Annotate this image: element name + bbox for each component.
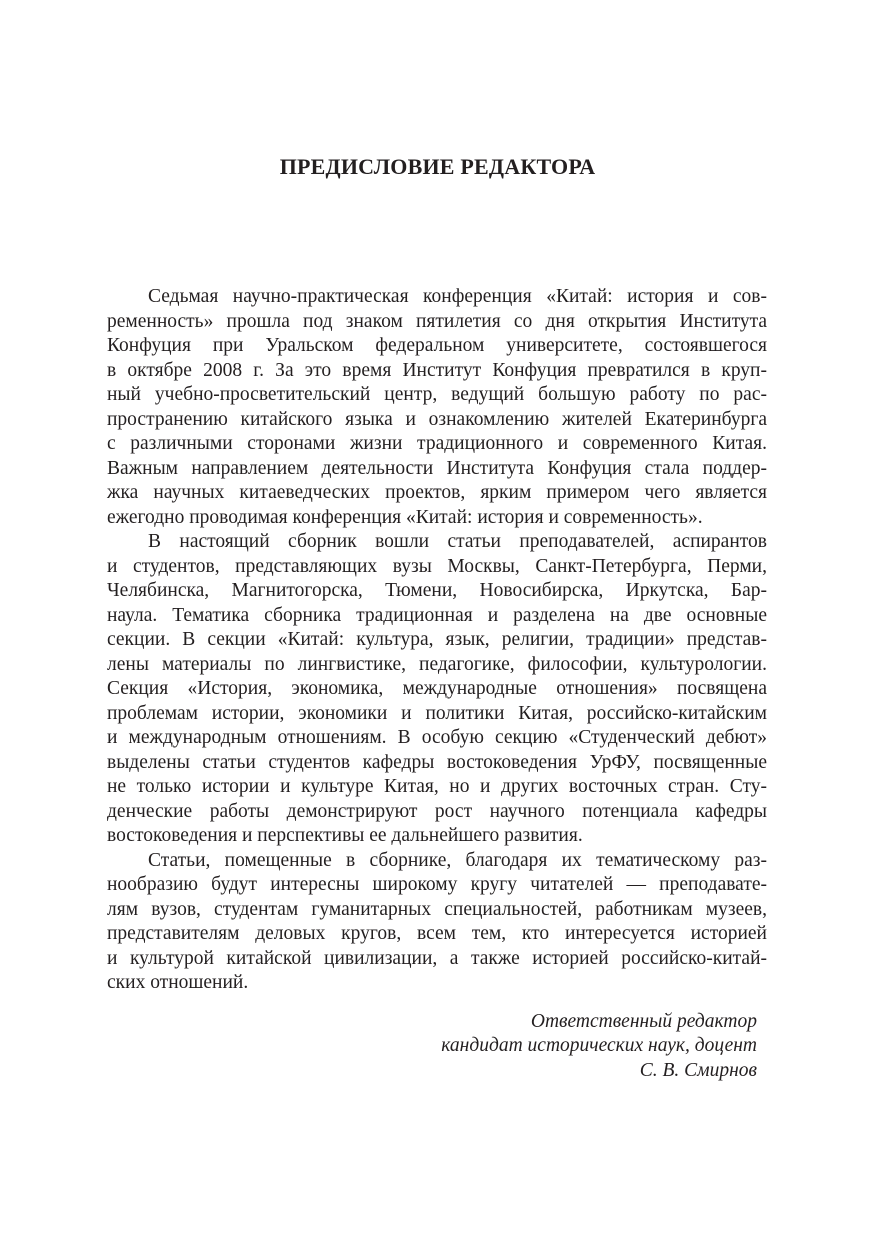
text-line: проблемам истории, экономики и политики Китая, российско-китайским: [107, 702, 767, 724]
text-line: Секция «История, экономика, международные отношения» посвящена: [107, 678, 767, 699]
page-title: ПРЕДИСЛОВИЕ РЕДАКТОРА: [279, 154, 596, 179]
text-line: выделены статьи студентов кафедры востоковедения УрФУ, посвященные: [107, 751, 767, 773]
text-line: представителям деловых кругов, всем тем, кто интересуется историей: [107, 923, 767, 944]
text-line: востоковедения и перспективы ее дальнейшего развития.: [107, 825, 583, 846]
text-line: Седьмая научно-практическая конференция «Китай: история и сов-: [148, 286, 767, 307]
text-line: пространению китайского языка и ознакомлению жителей Екатеринбурга: [107, 408, 767, 430]
text-line: нообразию будут интересны широкому кругу читателей — преподавате-: [107, 874, 767, 895]
text-line: Конфуция при Уральском федеральном университете, состоявшегося: [107, 335, 767, 356]
signature-block: [441, 1010, 757, 1083]
text-line: наула. Тематика сборника традиционная и разделена на две основные: [107, 604, 767, 626]
paragraph: [107, 849, 767, 996]
text-line: секции. В секции «Китай: культура, язык, религии, традиции» представ-: [107, 629, 767, 650]
text-line: в октябре 2008 г. За это время Институт Конфуция превратился в круп-: [107, 359, 767, 381]
text-line: и студентов, представляющих вузы Москвы, Санкт-Петербурга, Перми,: [107, 555, 767, 577]
signature-degree: кандидат исторических наук, доцент: [441, 1035, 757, 1057]
paragraph: [107, 530, 767, 849]
text-line: Статьи, помещенные в сборнике, благодаря их тематическому раз-: [148, 849, 767, 871]
text-line: и международным отношениям. В особую секцию «Студенческий дебют»: [107, 727, 767, 748]
text-line: ежегодно проводимая конференция «Китай: история и современность».: [107, 506, 703, 528]
text-line: с различными сторонами жизни традиционного и современного Китая.: [107, 433, 767, 454]
text-line: жка научных китаеведческих проектов, ярким примером чего является: [107, 482, 767, 503]
text-line: Челябинска, Магнитогорска, Тюмени, Новосибирска, Иркутска, Бар-: [107, 580, 767, 601]
text-line: денческие работы демонстрируют рост научного потенциала кафедры: [107, 800, 767, 822]
text-line: Важным направлением деятельности Института Конфуция стала поддер-: [107, 457, 767, 479]
body-text: [107, 285, 767, 996]
text-line: не только истории и культуре Китая, но и других восточных стран. Сту-: [107, 776, 767, 797]
text-line: лены материалы по лингвистике, педагогике, философии, культурологии.: [107, 653, 767, 675]
text-line: ный учебно-просветительский центр, ведущий большую работу по рас-: [107, 384, 767, 405]
signature-name: С. В. Смирнов: [639, 1059, 757, 1081]
text-line: ременность» прошла под знаком пятилетия со дня открытия Института: [107, 310, 767, 332]
text-line: и культурой китайской цивилизации, а также историей российско-китай-: [107, 947, 767, 969]
signature-role: Ответственный редактор: [530, 1011, 757, 1032]
text-line: ских отношений.: [107, 972, 249, 993]
text-line: В настоящий сборник вошли статьи преподавателей, аспирантов: [148, 531, 767, 552]
text-line: лям вузов, студентам гуманитарных специальностей, работникам музеев,: [107, 898, 767, 920]
paragraph: [107, 285, 767, 530]
